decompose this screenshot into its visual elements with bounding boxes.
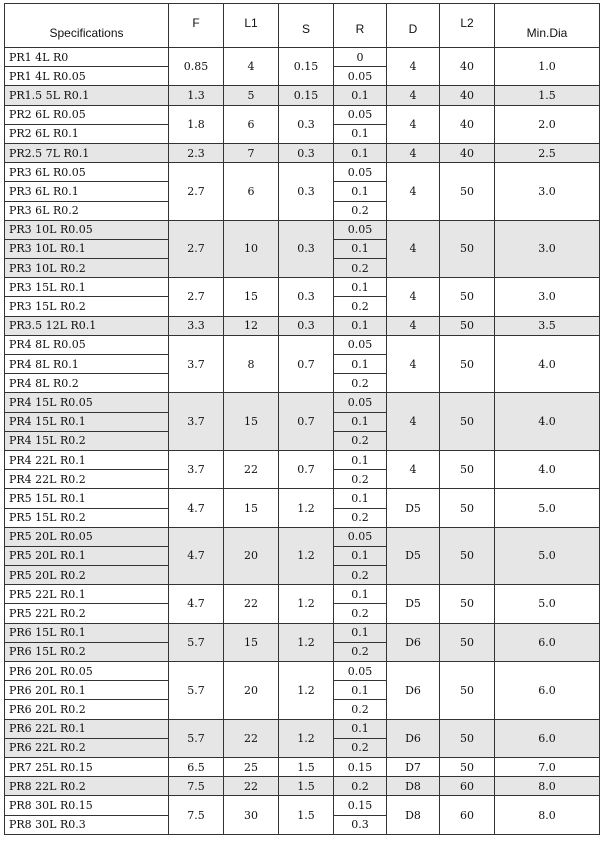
cell-l2: 50: [440, 450, 495, 488]
cell-s: 0.15: [279, 86, 334, 105]
cell-r: 0.2: [334, 777, 387, 796]
cell-specification: PR1 4L R0.05: [5, 67, 169, 86]
cell-f: 2.7: [169, 278, 224, 316]
cell-specification: PR1 4L R0: [5, 48, 169, 67]
cell-specification: PR5 22L R0.2: [5, 604, 169, 623]
cell-specification: PR2 6L R0.1: [5, 124, 169, 143]
cell-r: 0.2: [334, 604, 387, 623]
cell-specification: PR5 20L R0.05: [5, 527, 169, 546]
cell-min-dia: 5.0: [495, 527, 600, 585]
cell-l1: 22: [224, 450, 279, 488]
cell-r: 0.2: [334, 470, 387, 489]
cell-min-dia: 7.0: [495, 757, 600, 776]
cell-f: 5.7: [169, 662, 224, 720]
cell-s: 0.3: [279, 220, 334, 278]
cell-f: 2.7: [169, 163, 224, 221]
cell-s: 1.5: [279, 796, 334, 834]
cell-specification: PR8 30L R0.15: [5, 796, 169, 815]
cell-specification: PR3 10L R0.05: [5, 220, 169, 239]
table-body: [5, 48, 600, 835]
header-min-dia: Min.Dia: [495, 4, 600, 48]
cell-r: 0.2: [334, 259, 387, 278]
cell-l1: 7: [224, 143, 279, 162]
table-row: [5, 86, 600, 105]
cell-l1: 6: [224, 163, 279, 221]
cell-s: 1.2: [279, 662, 334, 720]
cell-r: 0.15: [334, 796, 387, 815]
cell-r: 0.1: [334, 546, 387, 565]
table-row: [5, 527, 600, 546]
cell-r: 0.2: [334, 431, 387, 450]
table-row: [5, 777, 600, 796]
cell-s: 0.7: [279, 393, 334, 451]
cell-specification: PR1.5 5L R0.1: [5, 86, 169, 105]
cell-l2: 50: [440, 278, 495, 316]
cell-min-dia: 2.5: [495, 143, 600, 162]
cell-r: 0.2: [334, 297, 387, 316]
cell-specification: PR6 22L R0.2: [5, 738, 169, 757]
cell-specification: PR3 6L R0.05: [5, 163, 169, 182]
cell-r: 0.2: [334, 566, 387, 585]
header-row: [5, 4, 600, 48]
table-row: [5, 143, 600, 162]
cell-r: 0.1: [334, 585, 387, 604]
table-row: [5, 393, 600, 412]
cell-l1: 15: [224, 489, 279, 527]
table-row: [5, 796, 600, 815]
cell-specification: PR4 15L R0.1: [5, 412, 169, 431]
cell-l2: 50: [440, 757, 495, 776]
cell-min-dia: 5.0: [495, 489, 600, 527]
cell-r: 0.2: [334, 738, 387, 757]
cell-r: 0.1: [334, 86, 387, 105]
cell-specification: PR5 22L R0.1: [5, 585, 169, 604]
cell-specification: PR3.5 12L R0.1: [5, 316, 169, 335]
cell-d: D6: [387, 662, 440, 720]
cell-f: 3.7: [169, 393, 224, 451]
header-d: D: [387, 4, 440, 48]
cell-specification: PR4 15L R0.2: [5, 431, 169, 450]
cell-min-dia: 5.0: [495, 585, 600, 623]
cell-specification: PR3 15L R0.2: [5, 297, 169, 316]
cell-l2: 50: [440, 662, 495, 720]
cell-s: 0.3: [279, 278, 334, 316]
cell-specification: PR5 20L R0.2: [5, 566, 169, 585]
cell-f: 5.7: [169, 623, 224, 661]
cell-d: D6: [387, 719, 440, 757]
cell-d: D7: [387, 757, 440, 776]
cell-l2: 50: [440, 623, 495, 661]
cell-r: 0.1: [334, 355, 387, 374]
cell-l1: 22: [224, 777, 279, 796]
cell-l2: 40: [440, 48, 495, 86]
cell-l2: 50: [440, 316, 495, 335]
table-row: [5, 220, 600, 239]
cell-specification: PR4 8L R0.05: [5, 335, 169, 354]
cell-r: 0.3: [334, 815, 387, 834]
cell-specification: PR2 6L R0.05: [5, 105, 169, 124]
header-f: F: [169, 4, 224, 48]
cell-r: 0.2: [334, 642, 387, 661]
cell-r: 0.1: [334, 623, 387, 642]
cell-r: 0.1: [334, 489, 387, 508]
cell-r: 0.2: [334, 374, 387, 393]
cell-f: 6.5: [169, 757, 224, 776]
cell-s: 1.2: [279, 585, 334, 623]
cell-specification: PR4 15L R0.05: [5, 393, 169, 412]
cell-r: 0.1: [334, 681, 387, 700]
cell-f: 1.8: [169, 105, 224, 143]
table-row: [5, 719, 600, 738]
cell-specification: PR5 20L R0.1: [5, 546, 169, 565]
cell-s: 1.2: [279, 623, 334, 661]
cell-specification: PR3 15L R0.1: [5, 278, 169, 297]
cell-d: D6: [387, 623, 440, 661]
cell-l1: 20: [224, 662, 279, 720]
table-row: [5, 489, 600, 508]
cell-min-dia: 3.5: [495, 316, 600, 335]
cell-s: 0.3: [279, 163, 334, 221]
cell-r: 0.05: [334, 393, 387, 412]
cell-r: 0.2: [334, 700, 387, 719]
cell-specification: PR6 20L R0.1: [5, 681, 169, 700]
table-row: [5, 450, 600, 469]
specifications-table: [4, 3, 600, 835]
cell-f: 3.7: [169, 450, 224, 488]
header-specifications: Specifications: [5, 4, 169, 48]
cell-r: 0.1: [334, 182, 387, 201]
cell-d: 4: [387, 450, 440, 488]
table-row: [5, 757, 600, 776]
cell-l1: 5: [224, 86, 279, 105]
cell-f: 4.7: [169, 585, 224, 623]
cell-l2: 40: [440, 86, 495, 105]
cell-min-dia: 3.0: [495, 220, 600, 278]
table-row: [5, 163, 600, 182]
cell-r: 0.05: [334, 163, 387, 182]
cell-r: 0.2: [334, 508, 387, 527]
cell-l1: 22: [224, 585, 279, 623]
cell-r: 0.05: [334, 335, 387, 354]
cell-min-dia: 6.0: [495, 719, 600, 757]
cell-r: 0.1: [334, 412, 387, 431]
cell-min-dia: 8.0: [495, 796, 600, 834]
cell-l2: 50: [440, 585, 495, 623]
cell-f: 4.7: [169, 527, 224, 585]
cell-min-dia: 6.0: [495, 662, 600, 720]
header-r: R: [334, 4, 387, 48]
cell-l2: 60: [440, 796, 495, 834]
cell-l2: 50: [440, 335, 495, 393]
cell-l1: 25: [224, 757, 279, 776]
cell-min-dia: 6.0: [495, 623, 600, 661]
cell-r: 0.1: [334, 143, 387, 162]
cell-min-dia: 2.0: [495, 105, 600, 143]
cell-min-dia: 3.0: [495, 163, 600, 221]
cell-r: 0.05: [334, 220, 387, 239]
cell-l1: 8: [224, 335, 279, 393]
table-row: [5, 278, 600, 297]
cell-l1: 22: [224, 719, 279, 757]
cell-f: 2.3: [169, 143, 224, 162]
cell-specification: PR8 22L R0.2: [5, 777, 169, 796]
cell-specification: PR3 10L R0.1: [5, 239, 169, 258]
table-row: [5, 335, 600, 354]
cell-specification: PR7 25L R0.15: [5, 757, 169, 776]
cell-f: 2.7: [169, 220, 224, 278]
cell-d: 4: [387, 335, 440, 393]
cell-s: 0.15: [279, 48, 334, 86]
cell-specification: PR6 22L R0.1: [5, 719, 169, 738]
cell-l2: 40: [440, 105, 495, 143]
cell-specification: PR5 15L R0.2: [5, 508, 169, 527]
cell-l2: 50: [440, 489, 495, 527]
cell-r: 0.1: [334, 124, 387, 143]
cell-l2: 40: [440, 143, 495, 162]
cell-min-dia: 4.0: [495, 335, 600, 393]
cell-d: 4: [387, 393, 440, 451]
cell-r: 0.05: [334, 105, 387, 124]
cell-specification: PR4 22L R0.2: [5, 470, 169, 489]
cell-specification: PR4 22L R0.1: [5, 450, 169, 469]
cell-l1: 15: [224, 393, 279, 451]
table-row: [5, 585, 600, 604]
cell-specification: PR3 10L R0.2: [5, 259, 169, 278]
cell-d: 4: [387, 316, 440, 335]
cell-f: 1.3: [169, 86, 224, 105]
cell-specification: PR4 8L R0.2: [5, 374, 169, 393]
cell-d: 4: [387, 143, 440, 162]
cell-r: 0.05: [334, 67, 387, 86]
cell-s: 1.5: [279, 757, 334, 776]
table-row: [5, 662, 600, 681]
cell-f: 5.7: [169, 719, 224, 757]
cell-d: D5: [387, 585, 440, 623]
cell-l1: 15: [224, 278, 279, 316]
table-row: [5, 105, 600, 124]
cell-d: D5: [387, 489, 440, 527]
header-l1: L1: [224, 4, 279, 48]
cell-r: 0.2: [334, 201, 387, 220]
cell-r: 0.1: [334, 719, 387, 738]
cell-d: 4: [387, 163, 440, 221]
cell-specification: PR3 6L R0.1: [5, 182, 169, 201]
cell-d: 4: [387, 48, 440, 86]
cell-min-dia: 3.0: [495, 278, 600, 316]
cell-r: 0.1: [334, 450, 387, 469]
cell-min-dia: 8.0: [495, 777, 600, 796]
cell-l2: 50: [440, 163, 495, 221]
cell-l1: 30: [224, 796, 279, 834]
cell-d: D8: [387, 777, 440, 796]
cell-d: 4: [387, 220, 440, 278]
cell-d: 4: [387, 278, 440, 316]
table-row: [5, 623, 600, 642]
cell-l2: 60: [440, 777, 495, 796]
cell-s: 0.7: [279, 335, 334, 393]
cell-min-dia: 4.0: [495, 450, 600, 488]
cell-f: 7.5: [169, 796, 224, 834]
cell-f: 4.7: [169, 489, 224, 527]
cell-l1: 12: [224, 316, 279, 335]
cell-min-dia: 1.0: [495, 48, 600, 86]
cell-r: 0.05: [334, 662, 387, 681]
header-l2: L2: [440, 4, 495, 48]
cell-r: 0.1: [334, 316, 387, 335]
table-row: [5, 48, 600, 67]
cell-s: 1.2: [279, 527, 334, 585]
cell-min-dia: 1.5: [495, 86, 600, 105]
header-s: S: [279, 4, 334, 48]
cell-s: 0.3: [279, 143, 334, 162]
cell-d: 4: [387, 105, 440, 143]
cell-s: 1.5: [279, 777, 334, 796]
cell-specification: PR6 20L R0.05: [5, 662, 169, 681]
cell-l2: 50: [440, 527, 495, 585]
cell-s: 1.2: [279, 489, 334, 527]
cell-r: 0: [334, 48, 387, 67]
cell-l1: 6: [224, 105, 279, 143]
cell-s: 0.7: [279, 450, 334, 488]
cell-specification: PR3 6L R0.2: [5, 201, 169, 220]
cell-l2: 50: [440, 220, 495, 278]
cell-d: D5: [387, 527, 440, 585]
cell-l2: 50: [440, 719, 495, 757]
cell-specification: PR8 30L R0.3: [5, 815, 169, 834]
cell-l1: 10: [224, 220, 279, 278]
cell-specification: PR6 15L R0.1: [5, 623, 169, 642]
table-row: [5, 316, 600, 335]
cell-s: 1.2: [279, 719, 334, 757]
cell-specification: PR2.5 7L R0.1: [5, 143, 169, 162]
cell-d: D8: [387, 796, 440, 834]
cell-d: 4: [387, 86, 440, 105]
cell-f: 7.5: [169, 777, 224, 796]
cell-specification: PR6 20L R0.2: [5, 700, 169, 719]
cell-specification: PR5 15L R0.1: [5, 489, 169, 508]
cell-l1: 20: [224, 527, 279, 585]
cell-l1: 4: [224, 48, 279, 86]
cell-f: 3.3: [169, 316, 224, 335]
cell-r: 0.1: [334, 239, 387, 258]
cell-s: 0.3: [279, 105, 334, 143]
cell-r: 0.05: [334, 527, 387, 546]
cell-l2: 50: [440, 393, 495, 451]
cell-f: 3.7: [169, 335, 224, 393]
cell-s: 0.3: [279, 316, 334, 335]
cell-min-dia: 4.0: [495, 393, 600, 451]
cell-specification: PR4 8L R0.1: [5, 355, 169, 374]
cell-l1: 15: [224, 623, 279, 661]
cell-r: 0.1: [334, 278, 387, 297]
cell-specification: PR6 15L R0.2: [5, 642, 169, 661]
cell-f: 0.85: [169, 48, 224, 86]
cell-r: 0.15: [334, 757, 387, 776]
